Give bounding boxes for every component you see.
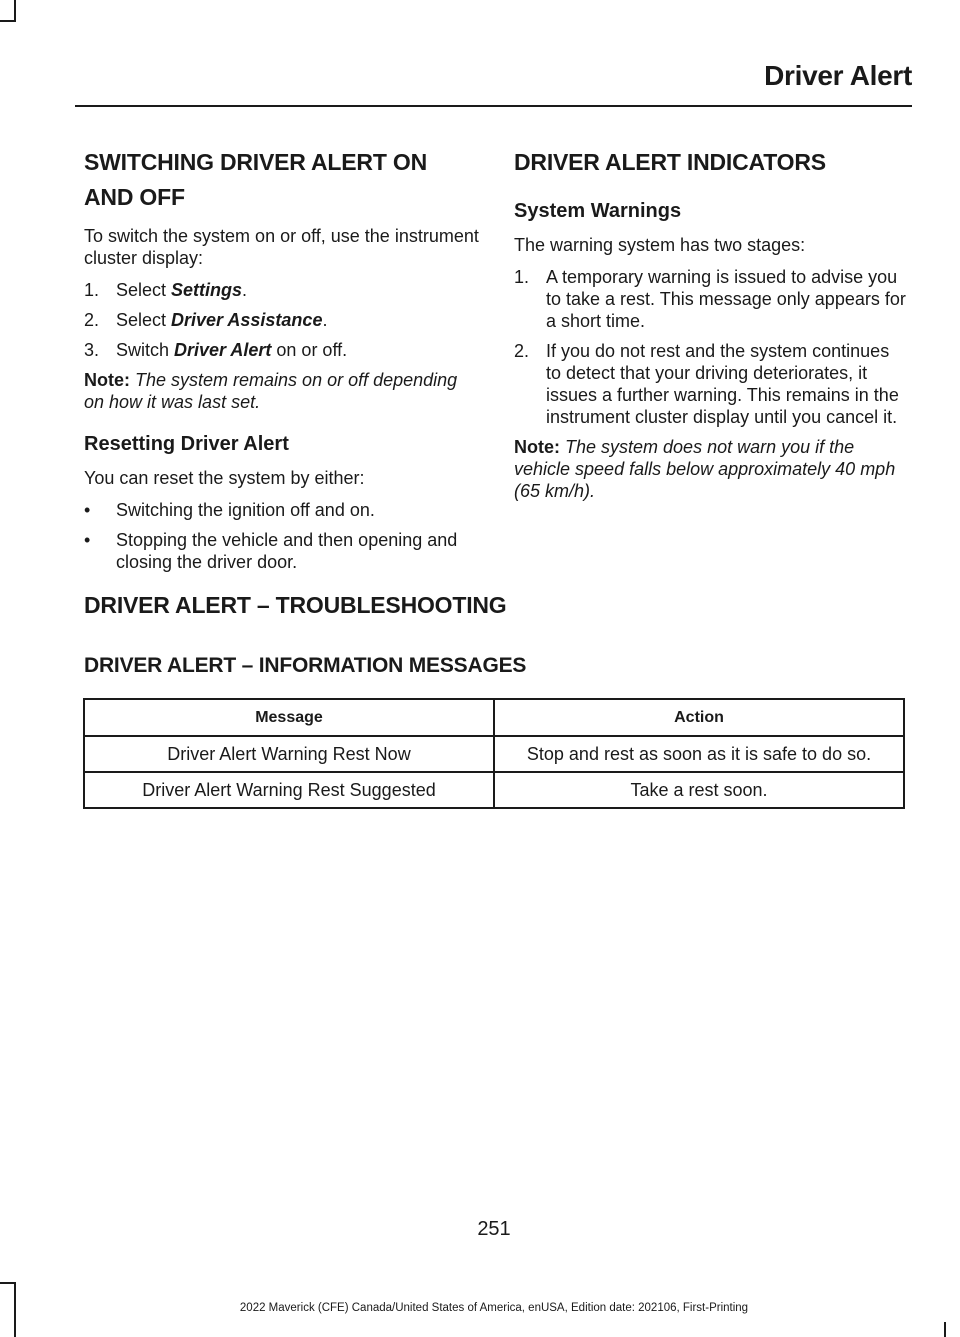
table-row: [84, 772, 904, 808]
section-heading-switching: SWITCHING DRIVER ALERT ON AND OFF: [84, 149, 427, 210]
page-number: 251: [477, 1218, 511, 1240]
list-item: 2. Select Driver Assistance.: [84, 310, 328, 330]
subheading-resetting: Resetting Driver Alert: [84, 433, 289, 455]
table-cell: Stop and rest as soon as it is safe to do so.: [494, 736, 904, 772]
table-row: [84, 736, 904, 772]
footer-edition-info: 2022 Maverick (CFE) Canada/United States of America, enUSA, Edition date: 202106, First-Printing: [239, 1302, 749, 1314]
warning-stages: [514, 266, 909, 428]
subheading-information-messages: DRIVER ALERT – INFORMATION MESSAGES: [84, 654, 527, 677]
crop-mark-bottom-left-h: [0, 1282, 16, 1284]
switching-note: Note: The system remains on or off depending on how it was last set.: [84, 370, 458, 412]
table-cell: Driver Alert Warning Rest Suggested: [84, 772, 494, 808]
column-header-action: Action: [494, 699, 904, 736]
list-item: • Stopping the vehicle and then opening and closing the driver door.: [84, 530, 458, 572]
section-heading-troubleshooting: DRIVER ALERT – TROUBLESHOOTING: [84, 592, 507, 618]
information-messages-table: [83, 698, 905, 809]
subheading-system-warnings: System Warnings: [514, 200, 682, 222]
crop-mark-top-left: [14, 0, 16, 22]
header-rule: [75, 105, 912, 107]
page-header-title: Driver Alert: [764, 60, 912, 91]
left-column: [84, 145, 479, 581]
reset-intro: You can reset the system by either:: [84, 468, 365, 488]
table-header-row: [84, 699, 904, 736]
warnings-intro: The warning system has two stages:: [514, 235, 806, 255]
list-item: • Switching the ignition off and on.: [84, 500, 375, 520]
list-item: 2. If you do not rest and the system continues to detect that your driving deteriorates, it issues a further warning. This remains in the instrument cluster display until you cancel it.: [514, 341, 899, 427]
table-cell: Driver Alert Warning Rest Now: [84, 736, 494, 772]
list-item: 1. A temporary warning is issued to advise you to take a rest. This message only appears for a short time.: [514, 267, 906, 331]
list-item: 3. Switch Driver Alert on or off.: [84, 340, 348, 360]
section-heading-indicators: DRIVER ALERT INDICATORS: [514, 149, 826, 175]
right-column: [514, 145, 909, 502]
switching-steps: [84, 279, 479, 361]
reset-bullets: [84, 499, 479, 573]
crop-mark-top-left-h: [0, 20, 16, 22]
list-item: 1. Select Settings.: [84, 280, 248, 300]
crop-mark-bottom-right: [944, 1322, 946, 1337]
switching-intro: To switch the system on or off, use the instrument cluster display:: [84, 226, 479, 268]
column-header-message: Message: [84, 699, 494, 736]
table-cell: Take a rest soon.: [494, 772, 904, 808]
warnings-note: Note: The system does not warn you if the vehicle speed falls below approximately 40 mph (65 km/h).: [514, 437, 896, 501]
